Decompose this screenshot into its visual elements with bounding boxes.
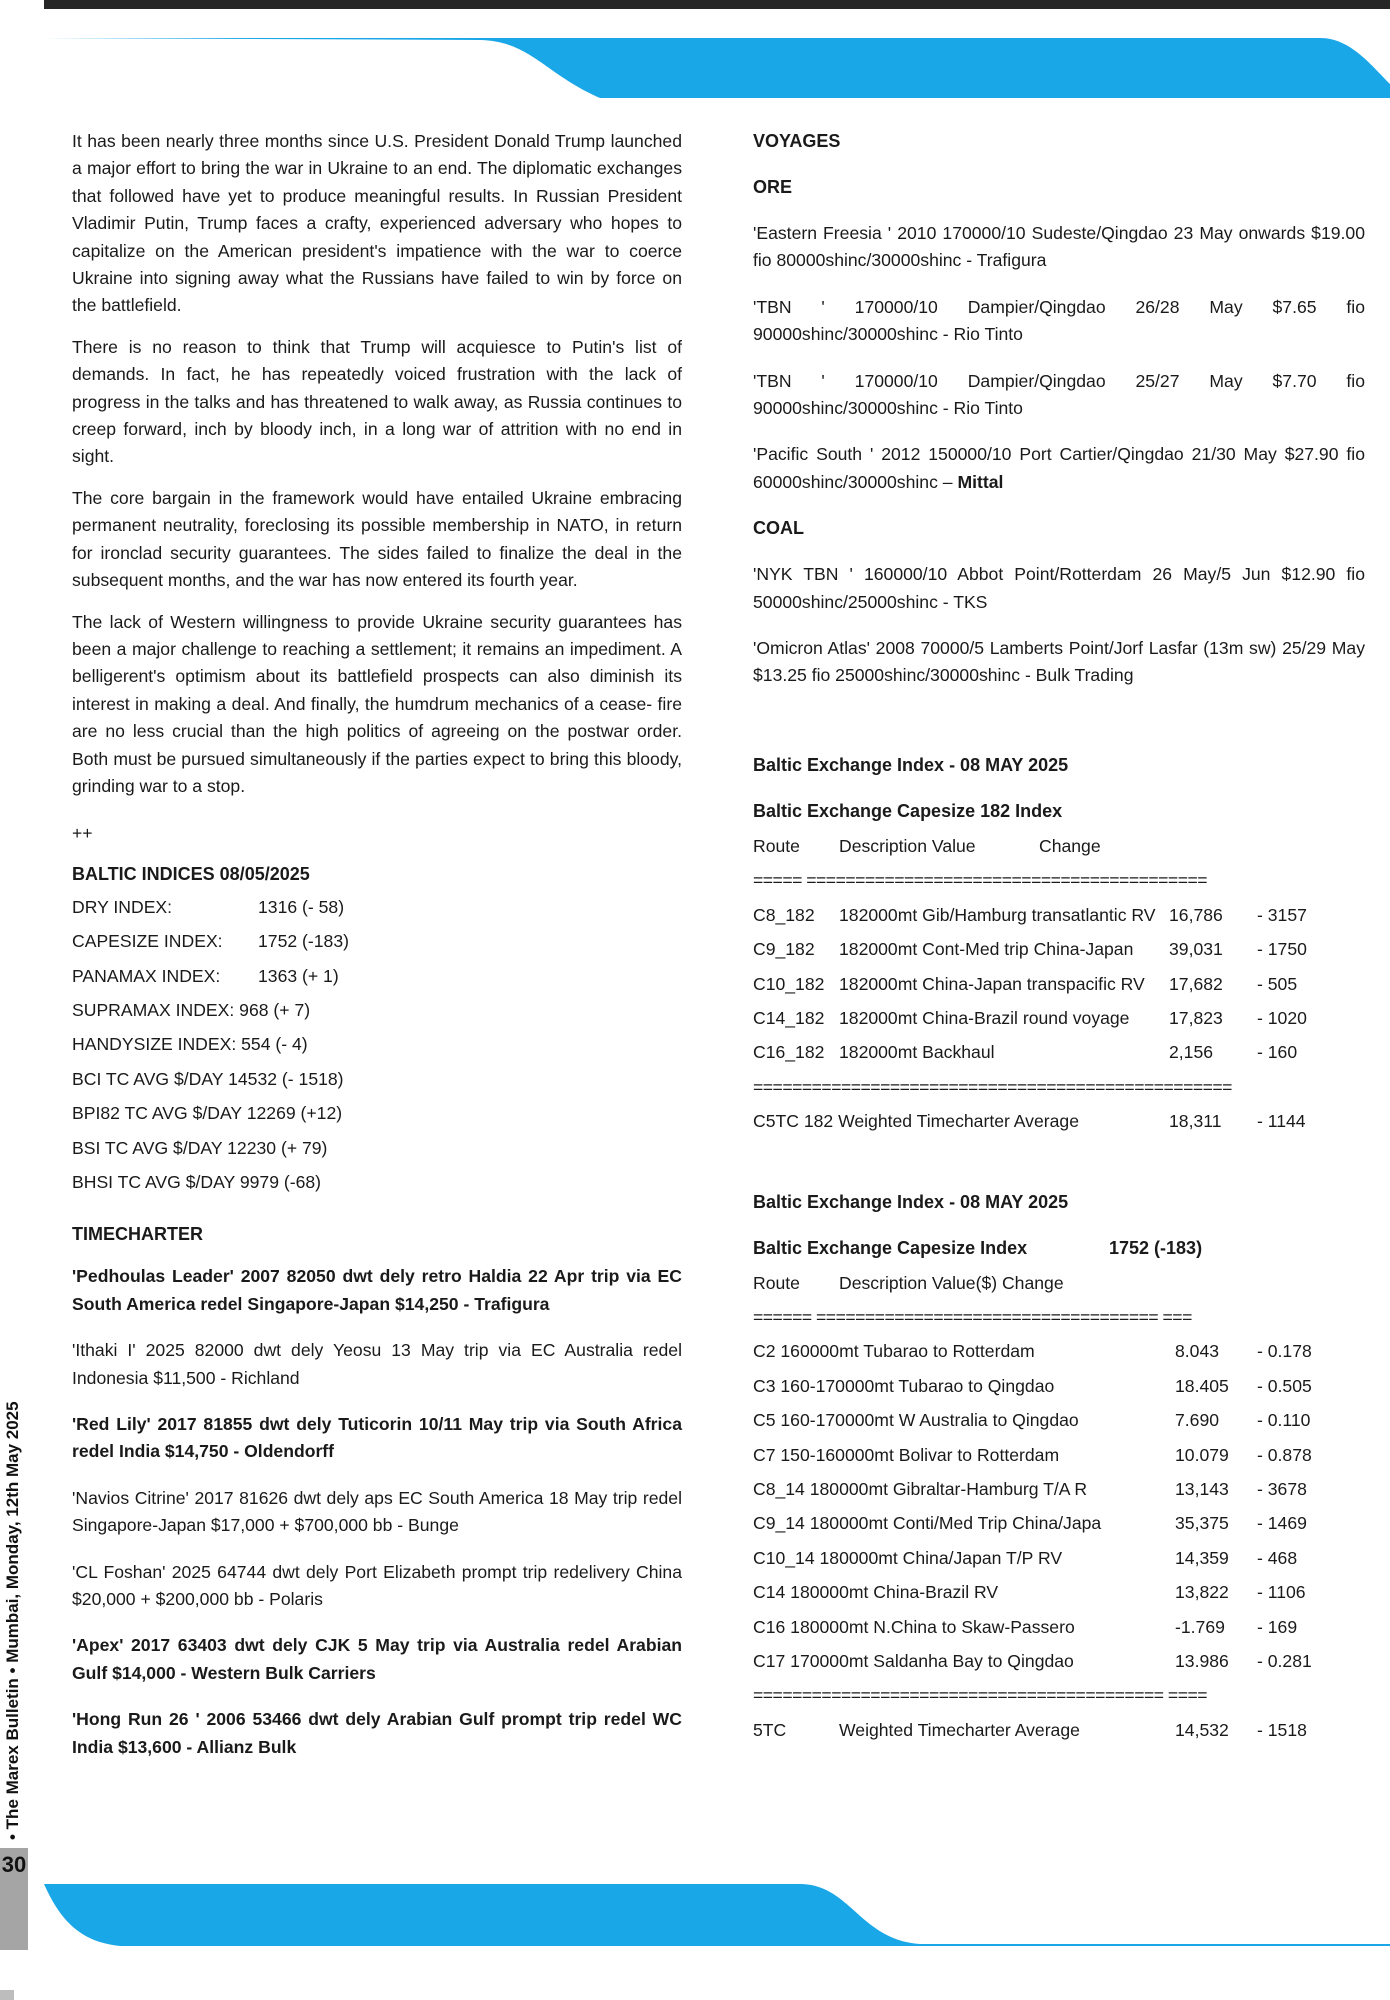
article-separator: ++	[72, 823, 93, 844]
desc-cell: C14 180000mt China-Brazil RV	[753, 1582, 999, 1603]
col-desc-header: Description Value($) Change	[839, 1272, 1064, 1293]
table-header	[753, 1266, 1365, 1300]
change-cell: - 0.281	[1257, 1651, 1312, 1671]
index-name: DRY INDEX:	[72, 896, 173, 917]
table-row	[753, 1575, 1365, 1609]
voyage-fixture: 'NYK TBN ' 160000/10 Abbot Point/Rotterdam 26 May/5 Jun $12.90 fio 50000shinc/25000shinc - TKS	[753, 564, 1365, 612]
coal-title: COAL	[753, 518, 804, 539]
desc-cell: C2 160000mt Tubarao to Rotterdam	[753, 1341, 1035, 1362]
average-value: 14,532	[1175, 1719, 1229, 1740]
fixture: 'Ithaki I' 2025 82000 dwt dely Yeosu 13 May trip via EC Australia redel Indonesia $11,500 - Richland	[72, 1340, 682, 1388]
fixture: 'Hong Run 26 ' 2006 53466 dwt dely Arabian Gulf prompt trip redel WC India $13,600 - Allianz Bulk	[72, 1709, 682, 1757]
change-cell: - 3157	[1257, 904, 1307, 925]
capesize182-title: Baltic Exchange Index - 08 MAY 2025	[753, 754, 1069, 775]
average-value: 18,311	[1169, 1111, 1222, 1132]
change-cell: - 0.110	[1257, 1410, 1311, 1431]
desc-cell: 182000mt Backhaul	[839, 1042, 995, 1063]
value-cell: 7.690	[1175, 1410, 1220, 1431]
timecharter-title: TIMECHARTER	[72, 1224, 203, 1245]
change-cell: - 505	[1257, 973, 1298, 994]
page-number: 30	[1, 1852, 27, 1877]
baltic-indices-title: BALTIC INDICES 08/05/2025	[72, 863, 310, 884]
change-cell: - 1106	[1257, 1582, 1306, 1603]
table-row	[753, 1472, 1365, 1506]
change-cell: - 0.178	[1257, 1341, 1312, 1362]
right-column	[753, 128, 1365, 1747]
value-cell: 2,156	[1169, 1042, 1214, 1063]
index-value: 1316 (- 58)	[258, 896, 345, 917]
index-value: 1752 (-183)	[258, 931, 349, 952]
index-line: SUPRAMAX INDEX: 968 (+ 7)	[72, 999, 311, 1020]
table-row	[753, 932, 1365, 966]
value-cell: 13,143	[1175, 1478, 1229, 1499]
desc-cell: C16 180000mt N.China to Skaw-Passero	[753, 1616, 1075, 1637]
table-average-row	[753, 1104, 1365, 1138]
voyage-fixture: 'TBN ' 170000/10 Dampier/Qingdao 25/27 May $7.70 fio 90000shinc/30000shinc - Rio Tinto	[753, 370, 1365, 419]
voyage-fixture: 'Eastern Freesia ' 2010 170000/10 Sudeste/Qingdao 23 May onwards $19.00 fio 80000shinc/30000shinc - Trafigura	[753, 223, 1365, 271]
value-cell: 39,031	[1169, 939, 1223, 960]
desc-cell: 182000mt Cont-Med trip China-Japan	[839, 939, 1134, 960]
table-row	[753, 1541, 1365, 1575]
average-label: C5TC 182 Weighted Timecharter Average	[753, 1111, 1079, 1132]
table-rule: ========================================== ====	[753, 1685, 1208, 1706]
index-line: HANDYSIZE INDEX: 554 (- 4)	[72, 1034, 308, 1055]
ore-title: ORE	[753, 177, 793, 197]
index-line: BCI TC AVG $/DAY 14532 (- 1518)	[72, 1068, 344, 1089]
index-row	[72, 924, 682, 958]
top-blue-banner	[0, 34, 1390, 104]
value-cell: 17,823	[1169, 1007, 1223, 1028]
table-rule: =================================================	[753, 1076, 1232, 1097]
running-footer-text: • The Marex Bulletin • Mumbai, Monday, 12th May 2025	[3, 1401, 22, 1840]
table-row	[753, 1035, 1365, 1069]
col-route-header: Route	[753, 835, 800, 856]
value-cell: 16,786	[1169, 904, 1223, 925]
index-line: BSI TC AVG $/DAY 12230 (+ 79)	[72, 1137, 328, 1158]
change-cell: - 0.878	[1257, 1444, 1312, 1465]
value-cell: -1.769	[1175, 1616, 1225, 1637]
change-cell: - 1750	[1257, 939, 1307, 960]
table-row	[753, 967, 1365, 1001]
fixture: 'Navios Citrine' 2017 81626 dwt dely aps EC South America 18 May trip redel Singapore-Japan $17,000 + $700,000 bb - Bunge	[72, 1487, 682, 1536]
desc-cell: 182000mt China-Brazil round voyage	[839, 1007, 1130, 1028]
article-paragraph: The core bargain in the framework would have entailed Ukraine embracing permanent neutrality, foreclosing its possible membership in NATO, in return for ironclad security guarantees. The sides failed to finalize the deal in the subsequent months, and the war has now entered its fourth year.	[72, 487, 682, 591]
desc-cell: 182000mt China-Japan transpacific RV	[839, 973, 1145, 994]
table-header	[753, 829, 1365, 863]
charterer-name: Mittal	[957, 471, 1004, 492]
desc-cell: C17 170000mt Saldanha Bay to Qingdao	[753, 1651, 1074, 1671]
change-cell: - 1020	[1257, 1007, 1307, 1028]
table-row	[753, 1506, 1365, 1540]
table-row	[753, 1001, 1365, 1035]
average-change: - 1518	[1257, 1719, 1307, 1740]
capesize-title: Baltic Exchange Index - 08 MAY 2025	[753, 1191, 1069, 1212]
value-cell: 14,359	[1175, 1547, 1229, 1568]
table-rule: ====== =================================== ===	[753, 1306, 1192, 1327]
desc-cell: C3 160-170000mt Tubarao to Qingdao	[753, 1375, 1055, 1396]
table-row	[753, 1438, 1365, 1472]
table-row	[753, 898, 1365, 932]
desc-cell: C8_14 180000mt Gibraltar-Hamburg T/A R	[753, 1478, 1088, 1499]
index-line: BHSI TC AVG $/DAY 9979 (-68)	[72, 1172, 322, 1192]
fixture: 'Apex' 2017 63403 dwt dely CJK 5 May trip via Australia redel Arabian Gulf $14,000 - Western Bulk Carriers	[72, 1635, 682, 1683]
voyage-fixture	[753, 441, 1365, 496]
value-cell: 17,682	[1169, 973, 1223, 994]
table-row	[753, 1403, 1365, 1437]
table-row	[753, 1610, 1365, 1644]
article-paragraph: It has been nearly three months since U.S. President Donald Trump launched a major effort to bring the war in Ukraine to an end. The diplomatic exchanges that followed have yet to produce meaningful results. In Russian President Vladimir Putin, Trump faces a crafty, experienced adversary who hopes to capitalize on the American president's impatience with the war to coerce Ukraine into signing away what the Russians have failed to win by force on the battlefield.	[72, 131, 682, 316]
value-cell: 13,822	[1175, 1582, 1229, 1603]
index-name: PANAMAX INDEX:	[72, 965, 221, 986]
table-average-row	[753, 1713, 1365, 1747]
average-label: Weighted Timecharter Average	[839, 1719, 1080, 1740]
fixture: 'Red Lily' 2017 81855 dwt dely Tuticorin 10/11 May trip via South Africa redel India $14,750 - Oldendorff	[72, 1414, 682, 1462]
desc-cell: C7 150-160000mt Bolivar to Rotterdam	[753, 1444, 1060, 1465]
change-cell: - 468	[1257, 1547, 1298, 1568]
index-row	[72, 959, 682, 993]
col-route-header: Route	[753, 1272, 800, 1293]
change-cell: - 169	[1257, 1616, 1298, 1637]
capesize-index-value: 1752 (-183)	[1109, 1237, 1203, 1258]
value-cell: 18.405	[1175, 1375, 1229, 1396]
route-cell: C9_182	[753, 939, 815, 960]
voyage-fixture-text: 'Pacific South ' 2012 150000/10 Port Cartier/Qingdao 21/30 May $27.90 fio 60000shinc/30000shinc –	[753, 444, 1365, 492]
route-cell: C8_182	[753, 904, 815, 925]
article-paragraph: There is no reason to think that Trump will acquiesce to Putin's list of demands. In fact, he has repeatedly voiced frustration with the lack of progress in the talks and has threatened to walk away, as Russia continues to creep forward, inch by bloody inch, in a long war of attrition with no end in sight.	[72, 336, 682, 467]
route-cell: C10_182	[753, 973, 825, 994]
table-row	[753, 1369, 1365, 1403]
value-cell: 8.043	[1175, 1341, 1220, 1362]
voyage-fixture: 'TBN ' 170000/10 Dampier/Qingdao 26/28 May $7.65 fio 90000shinc/30000shinc - Rio Tinto	[753, 296, 1365, 345]
fixture: 'Pedhoulas Leader' 2007 82050 dwt dely retro Haldia 22 Apr trip via EC South America redel Singapore-Japan $14,250 - Trafigura	[72, 1266, 682, 1314]
desc-cell: C5 160-170000mt W Australia to Qingdao	[753, 1410, 1079, 1431]
desc-cell: C9_14 180000mt Conti/Med Trip China/Japa	[753, 1513, 1102, 1534]
fixture: 'CL Foshan' 2025 64744 dwt dely Port Elizabeth prompt trip redelivery China $20,000 + $200,000 bb - Polaris	[72, 1561, 682, 1610]
bottom-blue-banner	[0, 1880, 1390, 1950]
capesize182-subtitle: Baltic Exchange Capesize 182 Index	[753, 800, 1063, 821]
table-rule: ===== =========================================	[753, 870, 1208, 891]
left-column	[72, 128, 682, 1780]
top-dark-bar	[44, 0, 1390, 9]
index-value: 1363 (+ 1)	[258, 965, 339, 986]
average-route: 5TC	[753, 1719, 787, 1740]
change-cell: - 1469	[1257, 1513, 1307, 1534]
capesize-subtitle: Baltic Exchange Capesize Index	[753, 1237, 1028, 1258]
corner-mark	[0, 1990, 14, 2000]
table-row	[753, 1334, 1365, 1368]
change-cell: - 3678	[1257, 1478, 1307, 1499]
table-row	[753, 1644, 1365, 1678]
value-cell: 13.986	[1175, 1651, 1229, 1671]
desc-cell: C10_14 180000mt China/Japan T/P RV	[753, 1547, 1063, 1568]
change-cell: - 0.505	[1257, 1375, 1312, 1396]
article-paragraph: The lack of Western willingness to provide Ukraine security guarantees has been a major challenge to reaching a settlement; it remains an impediment. A belligerent's optimism about its battlefield prospects can also diminish its interest in making a deal. And finally, the humdrum mechanics of a cease- fire are no less crucial than the high politics of agreeing on the postwar order. Both must be pursued simultaneously if the parties expect to bring this bloody, grinding war to a stop.	[72, 611, 682, 796]
route-cell: C16_182	[753, 1042, 825, 1063]
index-name: CAPESIZE INDEX:	[72, 931, 223, 952]
route-cell: C14_182	[753, 1007, 825, 1028]
average-change: - 1144	[1257, 1111, 1306, 1132]
index-row	[72, 890, 682, 924]
voyages-title: VOYAGES	[753, 131, 841, 151]
col-change-header: Change	[1039, 835, 1101, 856]
value-cell: 35,375	[1175, 1513, 1229, 1534]
col-desc-header: Description Value	[839, 835, 976, 856]
capesize-subtitle-row	[753, 1235, 1365, 1262]
value-cell: 10.079	[1175, 1444, 1229, 1465]
desc-cell: 182000mt Gib/Hamburg transatlantic RV	[839, 904, 1156, 925]
voyage-fixture: 'Omicron Atlas' 2008 70000/5 Lamberts Point/Jorf Lasfar (13m sw) 25/29 May $13.25 fio 25000shinc/30000shinc - Bulk Trading	[753, 638, 1365, 686]
change-cell: - 160	[1257, 1042, 1298, 1063]
index-line: BPI82 TC AVG $/DAY 12269 (+12)	[72, 1103, 343, 1124]
